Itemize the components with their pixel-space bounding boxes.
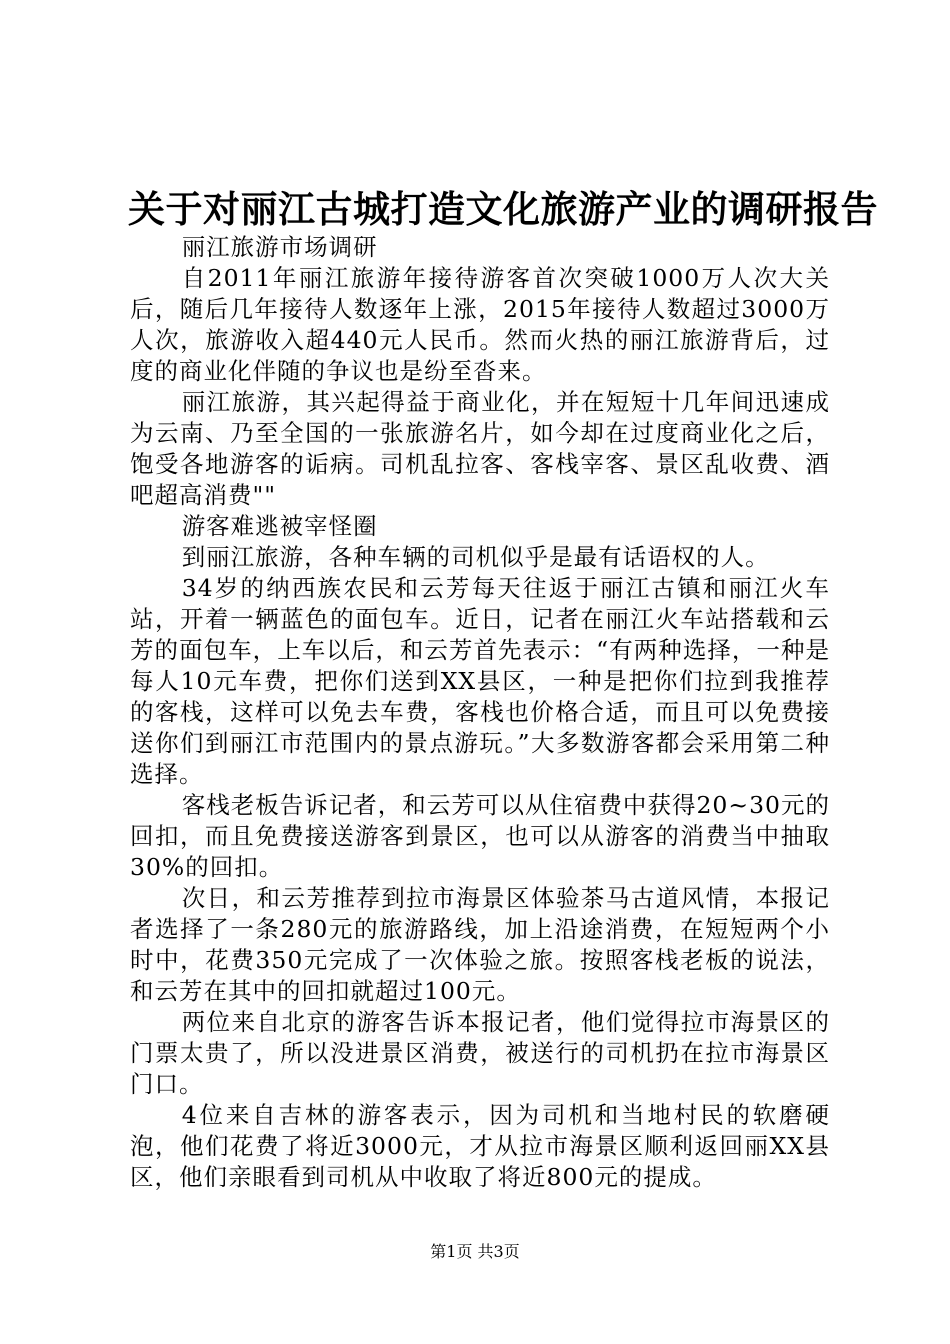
paragraph: 游客难逃被宰怪圈 xyxy=(181,512,378,540)
paragraph: 客栈老板告诉记者，和云芳可以从住宿费中获得20~30元的回扣，而且免费接送游客到景区，也可以从游客的消费当中抽取30%的回扣。 xyxy=(130,791,830,881)
paragraph: 到丽江旅游，各种车辆的司机似乎是最有话语权的人。 xyxy=(181,543,770,571)
paragraph: 自2011年丽江旅游年接待游客首次突破1000万人次大关后，随后几年接待人数逐年上涨，2015年接待人数超过3000万人次，旅游收入超440元人民币。然而火热的丽江旅游背后，过度的商业化伴随的争议也是纷至沓来。 xyxy=(130,264,830,385)
paragraph: 两位来自北京的游客告诉本报记者，他们觉得拉市海景区的门票太贵了，所以没进景区消费，被送行的司机扔在拉市海景区门口。 xyxy=(130,1008,830,1098)
document-body xyxy=(130,232,830,1193)
paragraph: 34岁的纳西族农民和云芳每天往返于丽江古镇和丽江火车站，开着一辆蓝色的面包车。近日，记者在丽江火车站搭载和云芳的面包车，上车以后，和云芳首先表示：“有两种选择，一种是每人10元车费，把你们送到XX县区，一种是把你们拉到我推荐的客栈，这样可以免去车费，客栈也价格合适，而且可以免费接送你们到丽江市范围内的景点游玩。”大多数游客都会采用第二种选择。 xyxy=(130,574,830,788)
paragraph: 4位来自吉林的游客表示，因为司机和当地村民的软磨硬泡，他们花费了将近3000元，才从拉市海景区顺利返回丽XX县区，他们亲眼看到司机从中收取了将近800元的提成。 xyxy=(130,1101,830,1191)
document-title: 关于对丽江古城打造文化旅游产业的调研报告 xyxy=(128,187,878,231)
paragraph: 丽江旅游市场调研 xyxy=(181,233,378,261)
paragraph: 丽江旅游，其兴起得益于商业化，并在短短十几年间迅速成为云南、乃至全国的一张旅游名片，如今却在过度商业化之后，饱受各地游客的诟病。司机乱拉客、客栈宰客、景区乱收费、酒吧超高消费"" xyxy=(130,388,830,509)
paragraph: 次日，和云芳推荐到拉市海景区体验茶马古道风情，本报记者选择了一条280元的旅游路线，加上沿途消费，在短短两个小时中，花费350元完成了一次体验之旅。按照客栈老板的说法，和云芳在其中的回扣就超过100元。 xyxy=(130,884,830,1005)
page-footer: 第1页 共3页 xyxy=(430,1242,520,1261)
